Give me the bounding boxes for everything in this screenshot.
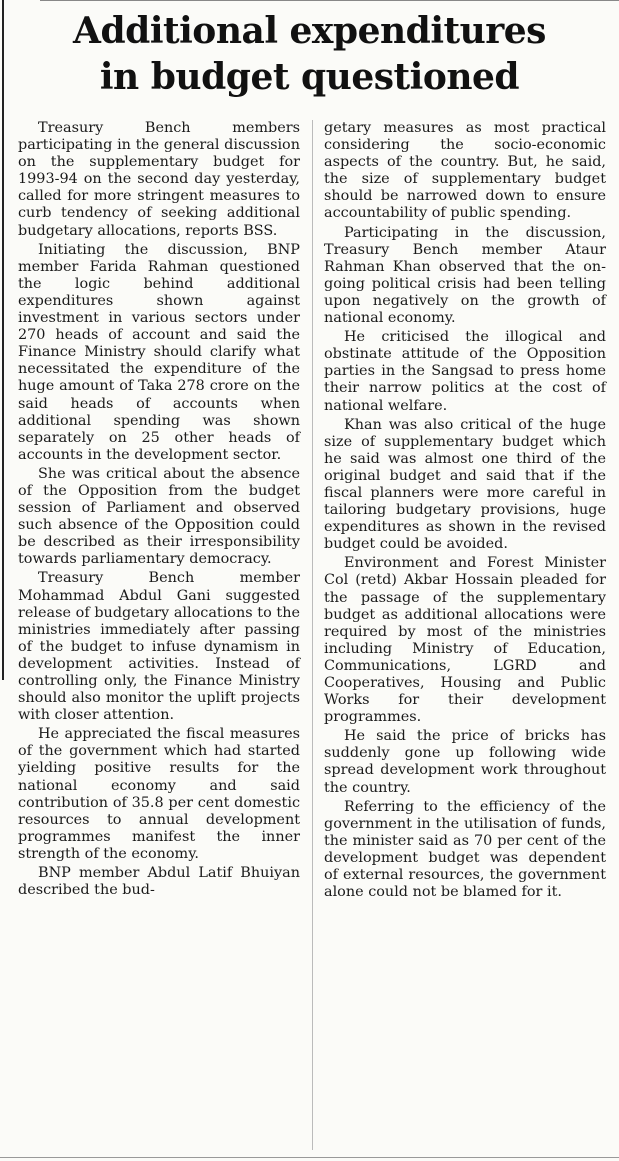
paragraph: He said the price of bricks has suddenly gone up following wide spread development work throughout the country. [324, 728, 606, 796]
headline [0, 8, 619, 100]
left-column [18, 120, 300, 901]
right-column [324, 120, 606, 903]
top-border [40, 0, 619, 1]
paragraph: Referring to the efficiency of the government in the utilisation of funds, the minister said as 70 per cent of the development budget was dependent of external resources, the government alone could not be blamed for it. [324, 798, 606, 901]
paragraph: He appreciated the fiscal measures of the government which had started yielding positive results for the national economy and said contribution of 35.8 per cent domestic resources to annual development programmes manifest the inner strength of the economy. [18, 726, 300, 862]
paragraph: BNP member Abdul Latif Bhuiyan described the bud- [18, 865, 300, 899]
paragraph: She was critical about the absence of the Opposition from the budget session of Parliament and observed such absence of the Opposition could be described as their irresponsibility towards parliamentary democracy. [18, 465, 300, 568]
paragraph: He criticised the illogical and obstinate attitude of the Opposition parties in the Sangsad to press home their narrow politics at the cost of national welfare. [324, 329, 606, 414]
paragraph: Initiating the discussion, BNP member Farida Rahman questioned the logic behind additional expenditures shown against investment in various sectors under 270 heads of account and said the Finance Ministry should clarify what necessitated the expenditure of the huge amount of Taka 278 crore on the said heads of accounts when additional spending was shown separately on 25 other heads of accounts in the development sector. [18, 241, 300, 463]
paragraph: Environment and Forest Minister Col (retd) Akbar Hossain pleaded for the passage of the supplementary budget as additional allocations were required by most of the ministries including Ministry of Education, Communications, LGRD and Cooperatives, Housing and Public Works for their development programmes. [324, 555, 606, 726]
paragraph-continuation: getary measures as most practical considering the socio-economic aspects of the country. But, he said, the size of supplementary budget should be narrowed down to ensure accountability of public spending. [324, 120, 606, 222]
paragraph: Treasury Bench member Mohammad Abdul Gani suggested release of budgetary allocations to the ministries immediately after passing of the budget to infuse dynamism in development activities. Instead of controlling only, the Finance Ministry should also monitor the uplift projects with closer attention. [18, 570, 300, 724]
left-border [2, 0, 4, 680]
column-divider [312, 120, 313, 1150]
paragraph: Participating in the discussion, Treasury Bench member Ataur Rahman Khan observed that the on-going political crisis had been telling upon negatively on the growth of national economy. [324, 224, 606, 327]
headline-line-1: Additional expenditures [73, 10, 546, 52]
bottom-border [0, 1157, 619, 1158]
paragraph: Khan was also critical of the huge size of supplementary budget which he said was almost one third of the original budget and said that if the fiscal planners were more careful in tailoring budgetary provisions, huge expenditures as shown in the revised budget could be avoided. [324, 416, 606, 553]
paragraph: Treasury Bench members participating in the general discussion on the supplementary budget for 1993-94 on the second day yesterday, called for more stringent measures to curb tendency of seeking additional budgetary allocations, reports BSS. [18, 120, 300, 239]
headline-line-2: in budget questioned [99, 56, 520, 98]
